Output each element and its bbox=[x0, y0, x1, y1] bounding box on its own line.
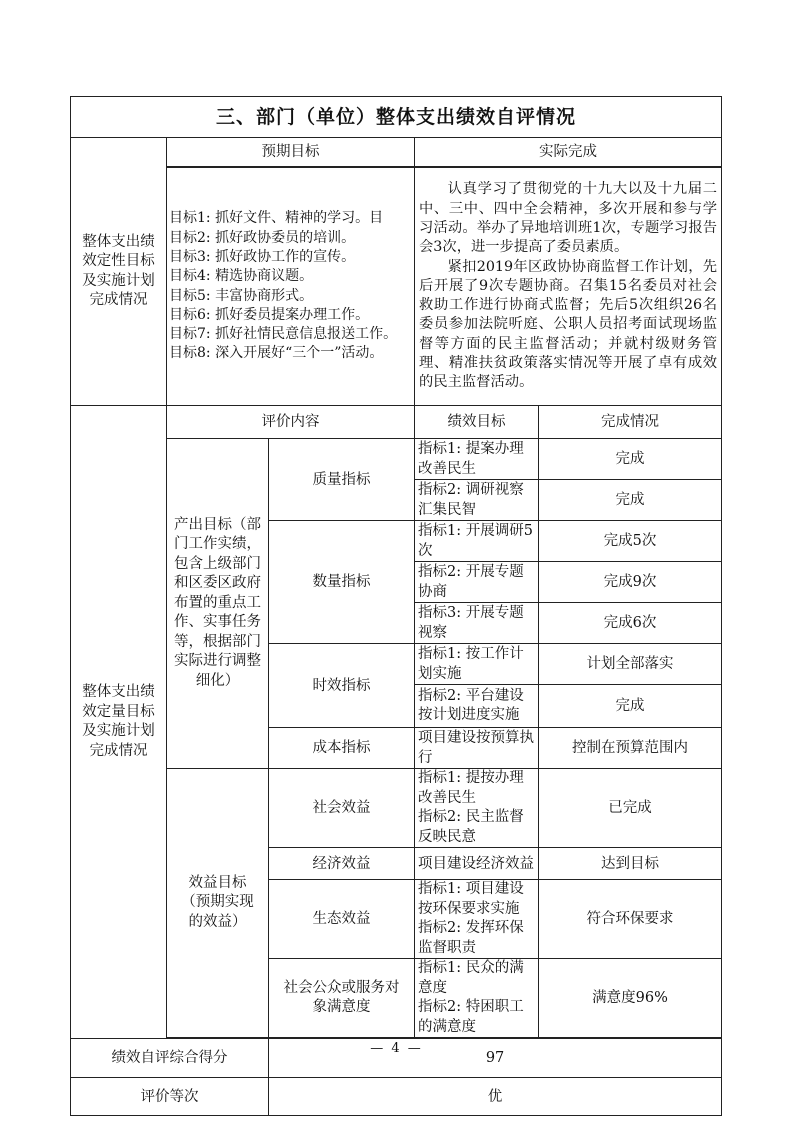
timeliness-target-2: 指标2: 平台建设按计划进度实施 bbox=[415, 685, 539, 728]
timeliness-status-1: 计划全部落实 bbox=[539, 644, 722, 685]
perf-target-header: 绩效目标 bbox=[415, 406, 539, 439]
quantity-target-3: 指标3: 开展专题视察 bbox=[415, 603, 539, 644]
goal-item: 目标7: 抓好社情民意信息报送工作。 bbox=[169, 326, 398, 343]
score-label: 绩效自评综合得分 bbox=[71, 1039, 269, 1078]
satisfaction-target-1: 指标1: 民众的满意度 bbox=[418, 960, 524, 996]
eval-content-header: 评价内容 bbox=[167, 406, 415, 439]
social-benefit-status: 已完成 bbox=[539, 769, 722, 848]
economic-target-1: 项目建设经济效益 bbox=[415, 848, 539, 880]
satisfaction-targets bbox=[415, 959, 539, 1038]
goal-item: 目标3: 抓好政协工作的宣传。 bbox=[169, 248, 356, 265]
quantitative-label: 整体支出绩效定量目标及实施计划完成情况 bbox=[71, 406, 167, 1039]
goal-item: 目标5: 丰富协商形式。 bbox=[169, 287, 314, 304]
ecological-benefit-targets bbox=[415, 880, 539, 959]
social-benefit-label: 社会效益 bbox=[269, 769, 415, 848]
quantity-status-1: 完成5次 bbox=[539, 521, 722, 562]
benefit-target-label: 效益目标（预期实现的效益） bbox=[167, 769, 269, 1038]
cost-indicator-label: 成本指标 bbox=[269, 728, 415, 769]
grade-value: 优 bbox=[269, 1078, 722, 1116]
cost-status-1: 控制在预算范围内 bbox=[539, 728, 722, 769]
grade-label: 评价等次 bbox=[71, 1078, 269, 1116]
quantity-target-1: 指标1: 开展调研5次 bbox=[415, 521, 539, 562]
expected-goals-list bbox=[167, 168, 415, 406]
economic-benefit-status: 达到目标 bbox=[539, 848, 722, 880]
goal-item: 目标1: 抓好文件、精神的学习。目 bbox=[169, 210, 384, 227]
quantity-target-2: 指标2: 开展专题协商 bbox=[415, 562, 539, 603]
ecological-target-2: 指标2: 发挥环保监督职责 bbox=[418, 920, 524, 956]
goal-item: 目标8: 深入开展好“三个一”活动。 bbox=[169, 345, 384, 362]
quantity-status-2: 完成9次 bbox=[539, 562, 722, 603]
table-title: 三、部门（单位）整体支出绩效自评情况 bbox=[71, 97, 722, 138]
actual-completion-header: 实际完成 bbox=[415, 138, 722, 167]
satisfaction-target-2: 指标2: 特困职工的满意度 bbox=[418, 999, 524, 1035]
score-value: 97 bbox=[269, 1039, 722, 1078]
quality-status-2: 完成 bbox=[539, 480, 722, 521]
ecological-benefit-label: 生态效益 bbox=[269, 880, 415, 959]
qualitative-label: 整体支出绩效定性目标及实施计划完成情况 bbox=[71, 138, 167, 406]
timeliness-target-1: 指标1: 按工作计划实施 bbox=[415, 644, 539, 685]
expected-goals-header: 预期目标 bbox=[167, 138, 415, 167]
satisfaction-label: 社会公众或服务对象满意度 bbox=[269, 959, 415, 1038]
social-benefit-targets bbox=[415, 769, 539, 848]
cost-target-1: 项目建设按预算执行 bbox=[415, 728, 539, 769]
page-number: — 4 — bbox=[370, 1041, 423, 1056]
quantity-status-3: 完成6次 bbox=[539, 603, 722, 644]
quality-status-1: 完成 bbox=[539, 439, 722, 480]
timeliness-indicator-label: 时效指标 bbox=[269, 644, 415, 728]
quality-target-2: 指标2: 调研视察汇集民智 bbox=[415, 480, 539, 521]
satisfaction-status: 满意度96% bbox=[539, 959, 722, 1038]
ecological-benefit-status: 符合环保要求 bbox=[539, 880, 722, 959]
output-target-label: 产出目标（部门工作实绩，包含上级部门和区委区政府布置的重点工作、实事任务等，根据部门实际进行调整细化） bbox=[167, 439, 269, 769]
self-evaluation-table bbox=[70, 96, 722, 1116]
actual-completion-text bbox=[415, 168, 722, 406]
actual-paragraph-1: 认真学习了贯彻党的十九大以及十九届二中、三中、四中全会精神，多次开展和参与学习活动。举办了异地培训班1次，专题学习报告会3次，进一步提高了委员素质。 bbox=[419, 181, 718, 256]
goal-item: 目标2: 抓好政协委员的培训。 bbox=[169, 229, 356, 246]
timeliness-status-2: 完成 bbox=[539, 685, 722, 728]
goal-item: 目标4: 精选协商议题。 bbox=[169, 268, 314, 285]
economic-benefit-label: 经济效益 bbox=[269, 848, 415, 880]
social-target-2: 指标2: 民主监督反映民意 bbox=[418, 809, 524, 845]
quality-indicator-label: 质量指标 bbox=[269, 439, 415, 521]
actual-paragraph-2: 紧扣2019年区政协协商监督工作计划，先后开展了9次专题协商。召集15名委员对社会救助工作进行协商式监督；先后5次组织26名委员参加法院听庭、公职人员招考面试现场监督等方面的民主监督活动；并就村级财务管理、精准扶贫政策落实情况等开展了卓有成效的民主监督活动。 bbox=[419, 258, 718, 391]
status-header: 完成情况 bbox=[539, 406, 722, 439]
ecological-target-1: 指标1: 项目建设按环保要求实施 bbox=[418, 881, 524, 917]
social-target-1: 指标1: 提按办理改善民生 bbox=[418, 770, 524, 806]
quality-target-1: 指标1: 提案办理改善民生 bbox=[415, 439, 539, 480]
goal-item: 目标6: 抓好委员提案办理工作。 bbox=[169, 306, 370, 323]
quantity-indicator-label: 数量指标 bbox=[269, 521, 415, 644]
